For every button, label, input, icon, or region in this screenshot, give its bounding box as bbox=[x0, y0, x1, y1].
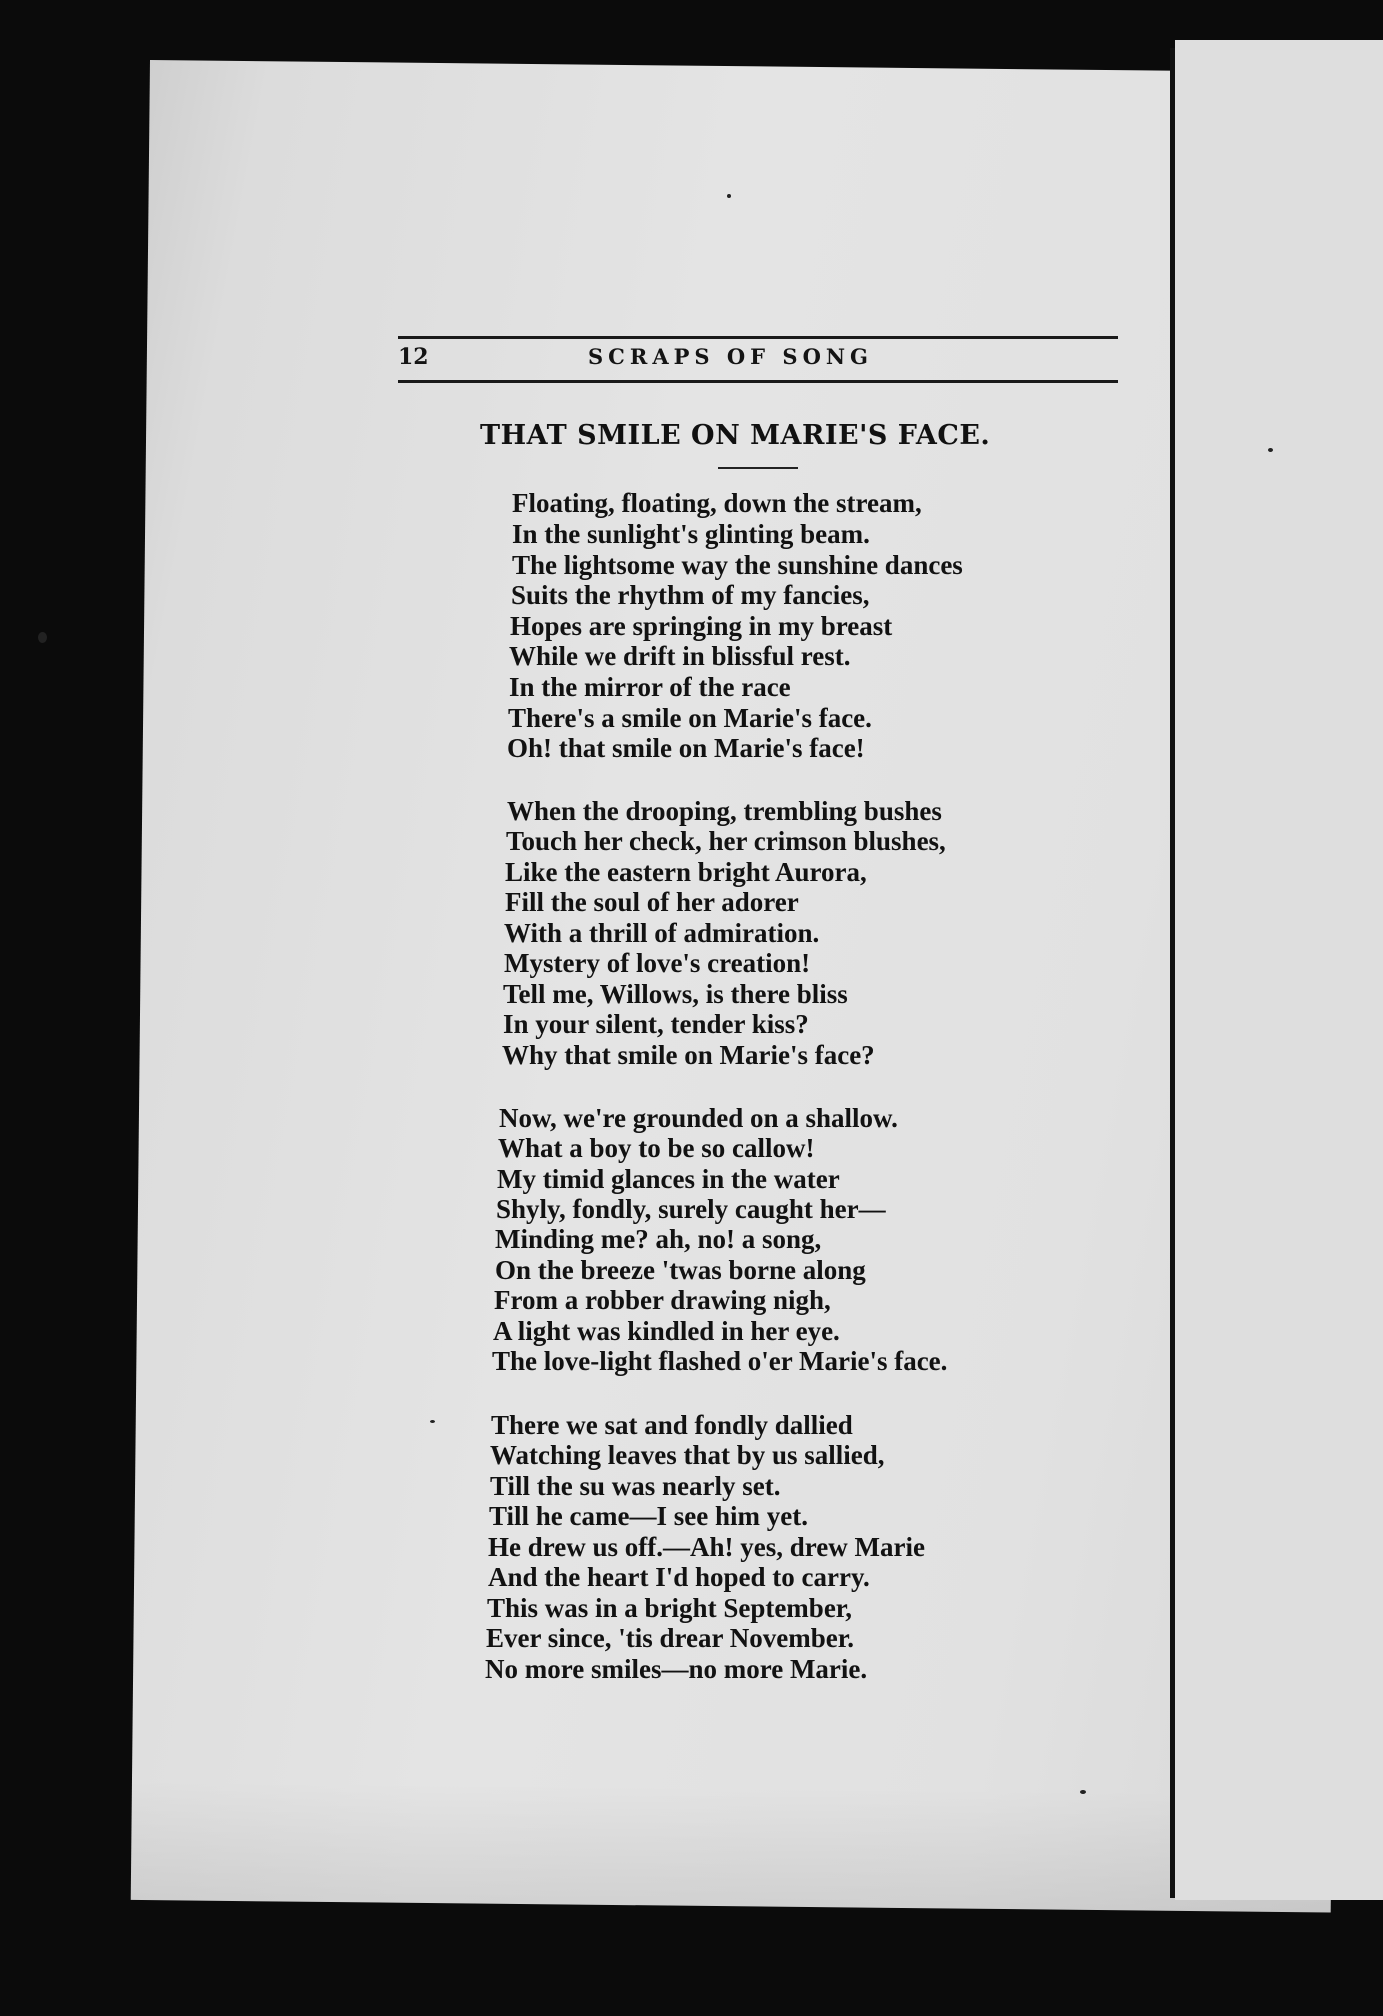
header-rule-top bbox=[398, 336, 1118, 339]
poem-line: On the breeze 'twas borne along bbox=[495, 1255, 866, 1285]
poem-line: Suits the rhythm of my fancies, bbox=[511, 580, 870, 610]
poem-line: Oh! that smile on Marie's face! bbox=[507, 733, 865, 763]
poem-line: While we drift in blissful rest. bbox=[509, 641, 851, 671]
poem-line: Minding me? ah, no! a song, bbox=[495, 1224, 822, 1254]
poem-line: Tell me, Willows, is there bliss bbox=[503, 979, 848, 1009]
facing-page-edge bbox=[1175, 40, 1383, 1900]
poem-line: Why that smile on Marie's face? bbox=[502, 1040, 875, 1070]
poem-line: My timid glances in the water bbox=[497, 1164, 840, 1194]
title-rule bbox=[718, 467, 798, 469]
poem-line: From a robber drawing nigh, bbox=[494, 1285, 831, 1315]
poem-line: Ever since, 'tis drear November. bbox=[486, 1623, 854, 1653]
scan-speck bbox=[727, 194, 731, 198]
poem-line: He drew us off.—Ah! yes, drew Marie bbox=[488, 1532, 925, 1562]
poem-line: In your silent, tender kiss? bbox=[503, 1009, 809, 1039]
poem-line: A light was kindled in her eye. bbox=[493, 1316, 840, 1346]
poem-line: Mystery of love's creation! bbox=[504, 948, 811, 978]
poem-line: Watching leaves that by us sallied, bbox=[490, 1440, 885, 1470]
page-number: 12 bbox=[398, 344, 429, 370]
poem-line: No more smiles—no more Marie. bbox=[485, 1654, 868, 1684]
poem-line: This was in a bright September, bbox=[487, 1593, 853, 1623]
poem-line: Shyly, fondly, surely caught her— bbox=[496, 1194, 886, 1224]
poem-title: THAT SMILE ON MARIE'S FACE. bbox=[480, 420, 991, 451]
page-header bbox=[398, 330, 1118, 390]
poem-line: The lightsome way the sunshine dances bbox=[512, 550, 963, 580]
poem-line: And the heart I'd hoped to carry. bbox=[488, 1562, 870, 1592]
poem-line: Floating, floating, down the stream, bbox=[512, 488, 922, 518]
poem-line: There we sat and fondly dallied bbox=[491, 1410, 853, 1440]
poem-line: Hopes are springing in my breast bbox=[510, 611, 893, 641]
poem-line: Fill the soul of her adorer bbox=[505, 887, 799, 917]
poem-line: Till the su was nearly set. bbox=[490, 1471, 781, 1501]
poem-line: There's a smile on Marie's face. bbox=[508, 703, 872, 733]
poem-line: Till he came—I see him yet. bbox=[489, 1501, 808, 1531]
book-gutter bbox=[1170, 48, 1175, 1898]
poem-line: What a boy to be so callow! bbox=[498, 1133, 815, 1163]
scan-speck bbox=[430, 1420, 435, 1423]
scan-speck bbox=[1080, 1790, 1086, 1794]
running-head: SCRAPS OF SONG bbox=[588, 344, 873, 369]
poem-line: In the sunlight's glinting beam. bbox=[512, 519, 870, 549]
page-shadow bbox=[131, 1780, 1332, 1913]
poem-line: With a thrill of admiration. bbox=[504, 918, 820, 948]
poem-line: Touch her check, her crimson blushes, bbox=[506, 826, 946, 856]
poem-line: Like the eastern bright Aurora, bbox=[505, 857, 867, 887]
poem-line: The love-light flashed o'er Marie's face. bbox=[492, 1346, 948, 1376]
scan-speck bbox=[1268, 448, 1273, 452]
poem-line: Now, we're grounded on a shallow. bbox=[499, 1103, 898, 1133]
poem-line: In the mirror of the race bbox=[509, 672, 791, 702]
header-rule-bottom bbox=[398, 380, 1118, 383]
poem-line: When the drooping, trembling bushes bbox=[507, 796, 942, 826]
scan-speck bbox=[38, 632, 47, 643]
